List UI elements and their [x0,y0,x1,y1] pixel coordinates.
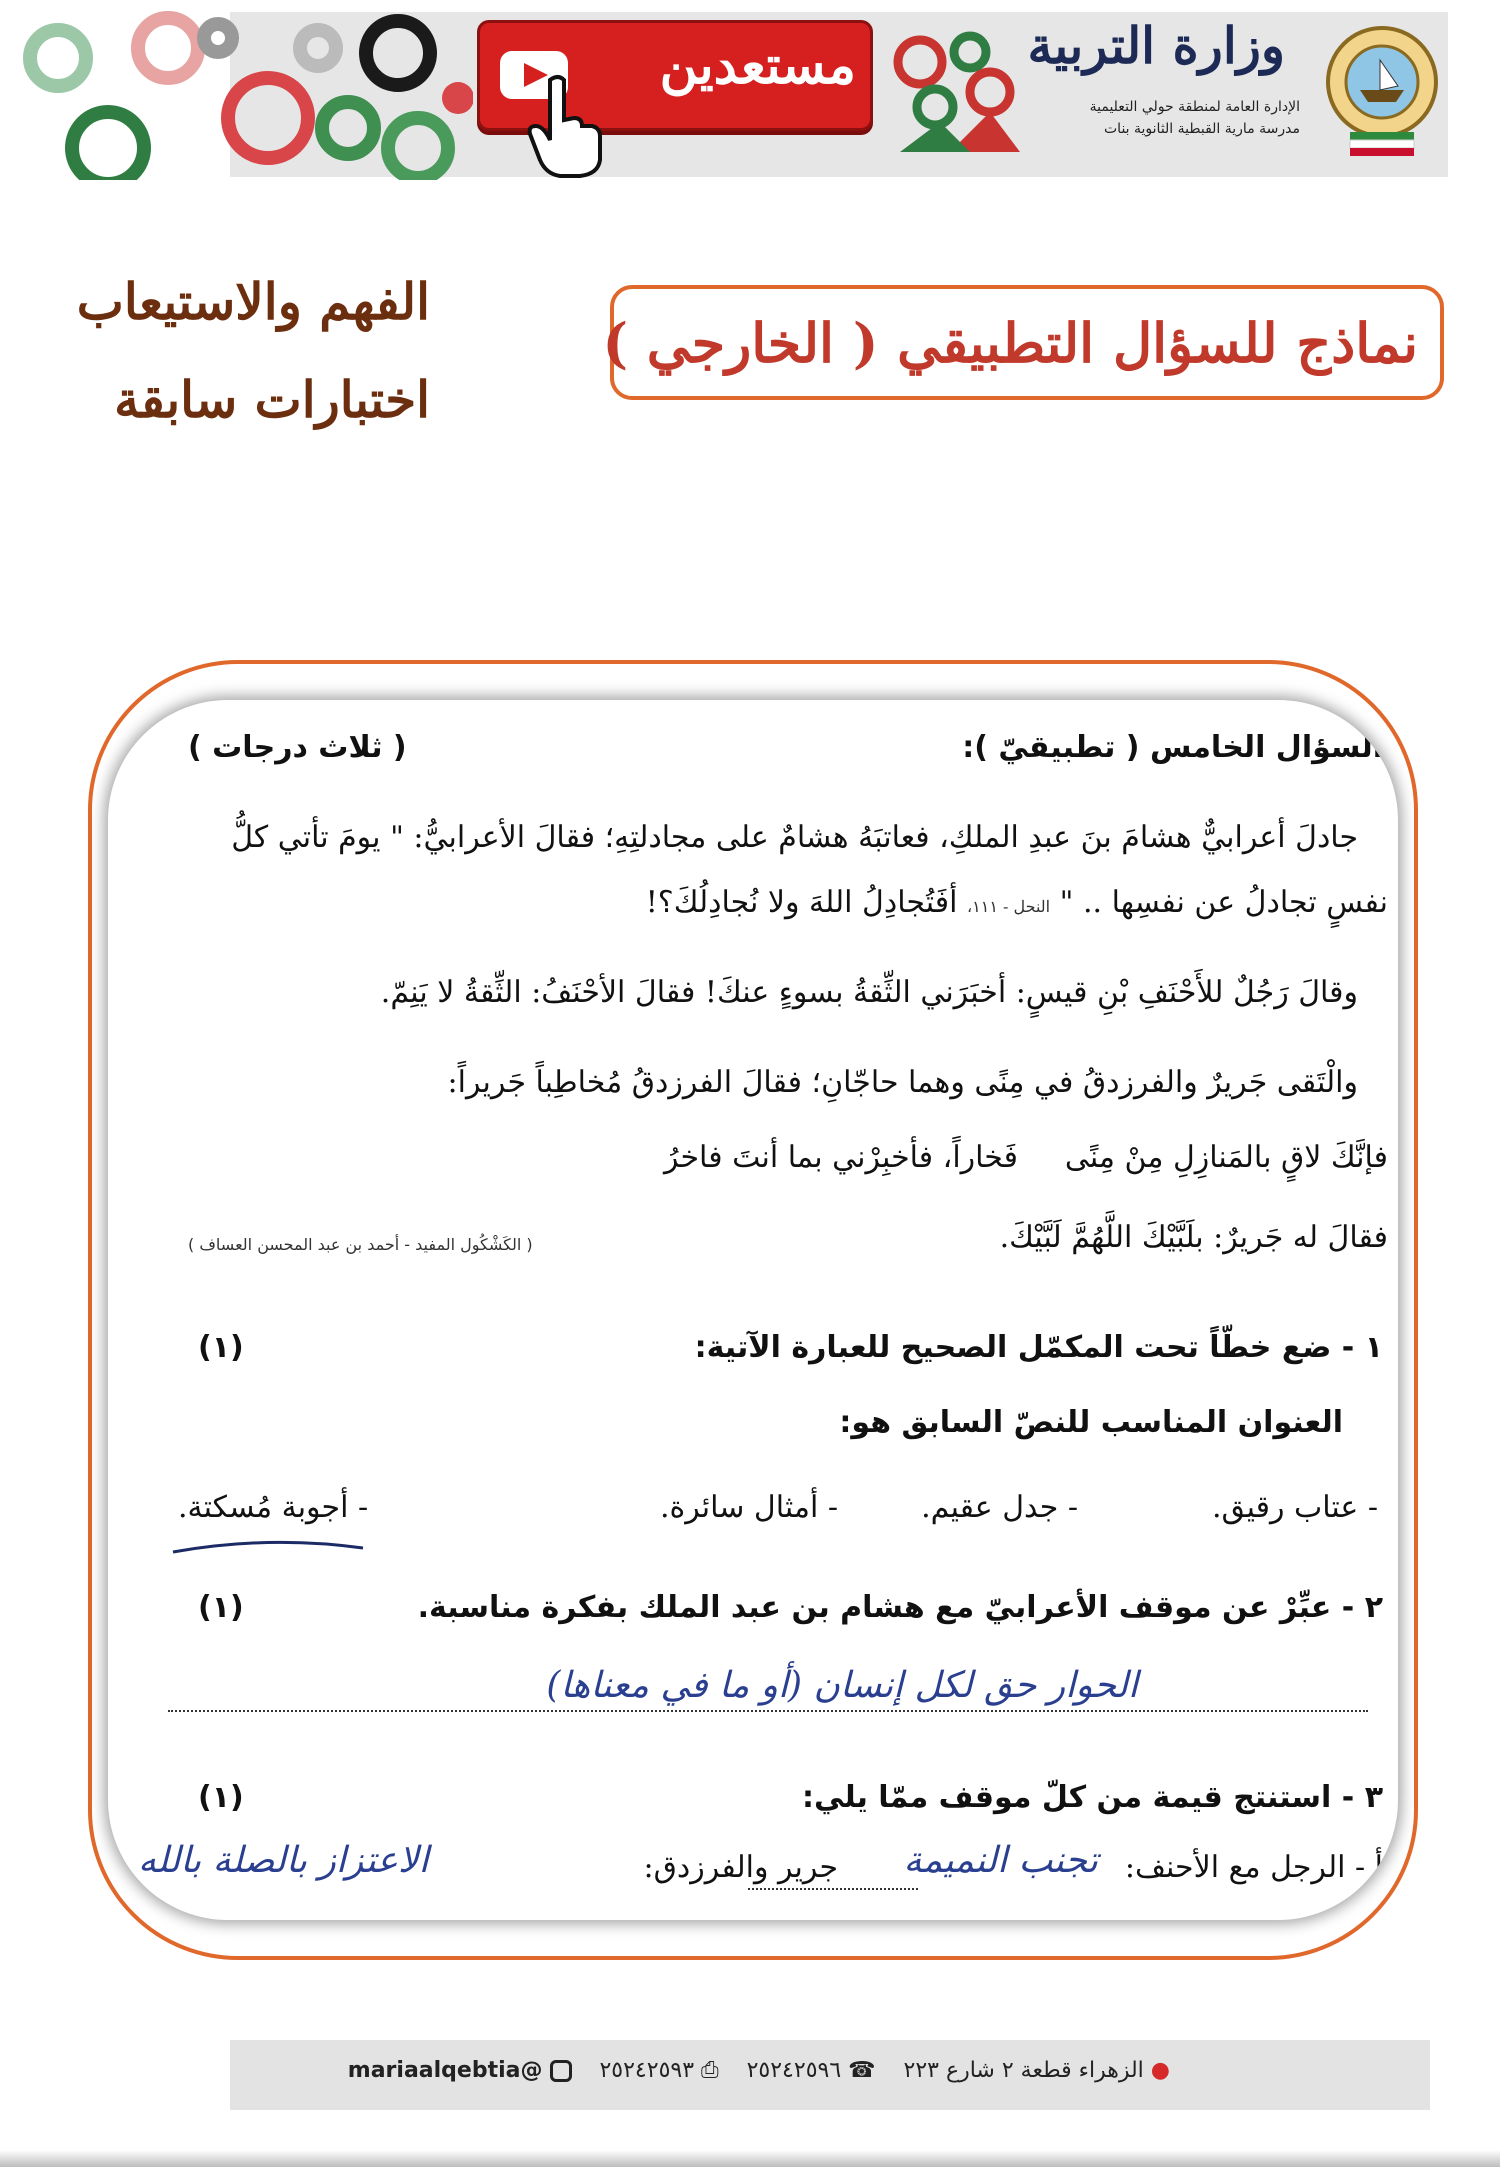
quran-reference: النحل - ١١١، [966,897,1051,916]
option-3[interactable]: - أمثال سائرة. [659,1490,838,1525]
footer-instagram[interactable]: @mariaalqebtia [347,2058,543,2083]
option-2[interactable]: - جدل عقيم. [921,1490,1078,1525]
question-3-mark: (١) [198,1780,244,1815]
verse-second-hemistich: فَخاراً، فأخبِرْني بما أنتَ فاخرُ [663,1140,1018,1175]
instagram-icon [550,2060,572,2082]
question-2: ٢ - عبِّرْ عن موقف الأعرابيّ مع هشام بن عبد الملك بفكرة مناسبة. [417,1590,1383,1625]
page-title: نماذج للسؤال التطبيقي ( الخارجي ) [602,311,1418,375]
option-4-selected[interactable]: - أجوبة مُسكتة. [178,1490,369,1525]
verse-first-hemistich: فإنَّكَ لاقٍ بالمَنازِلِ مِنْ مِنًى [1064,1140,1388,1175]
side-title-comprehension: الفهم والاستيعاب [76,272,430,331]
answer-line-2 [168,1710,1368,1712]
question-3-b-label: جرير والفرزدق: [643,1850,838,1885]
question-2-handwritten-answer[interactable]: الحوار حق لكل إنسان (أو ما في معناها) [546,1665,1138,1706]
source-citation: ( الكَشْكُول المفيد - أحمد بن عبد المحسن العساف ) [188,1235,533,1254]
question-3-a-label: أ - الرجل مع الأحنف: [1124,1850,1383,1885]
question-head: السؤال الخامس ( تطبيقيّ ): [962,730,1383,765]
page-bottom-shadow [0,2150,1500,2167]
answer-underline-icon [168,1530,368,1560]
question-3-b-handwritten-answer[interactable]: الاعتزاز بالصلة بالله [138,1840,429,1881]
fax-icon: ⎙ [701,2058,719,2083]
paragraph-2: وقالَ رَجُلٌ للأَحْنَفِ بْنِ قيسٍ: أخبَرَني الثِّقةُ بسوءٍ عنكَ! فقالَ الأحْنَفُ: الثِّقةُ لا يَنِمّ. [380,975,1358,1010]
question-1-stem: العنوان المناسب للنصّ السابق هو: [839,1405,1343,1440]
answer-line-3a [748,1888,918,1890]
paragraph-3: والْتَقى جَريرٌ والفرزدقُ في مِنًى وهما حاجّانِ؛ فقالَ الفرزدقُ مُخاطِباً جَريراً: [447,1065,1358,1100]
ministry-sub-line-1: الإدارة العامة لمنطقة حولي التعليمية [1089,99,1300,115]
youtube-label: مستعدين [659,35,856,96]
question-3-a-handwritten-answer[interactable]: تجنب النميمة [903,1840,1098,1881]
paragraph-1-start: نفسٍ تجادلُ عن نفسِها .. " [1059,885,1388,920]
kuwait-emblem-icon [1320,20,1445,160]
phone-icon: ☎ [848,2058,876,2083]
question-1: ١ - ضع خطّاً تحت المكمّل الصحيح للعبارة الآتية: [694,1330,1383,1365]
footer-contact [348,2058,1170,2083]
footer-fax: ٢٥٢٤٢٥٩٣ [599,2058,695,2083]
question-3: ٣ - استنتج قيمة من كلّ موقف ممّا يلي: [801,1780,1383,1815]
option-1[interactable]: - عتاب رقيق. [1212,1490,1378,1525]
school-logo-icon [880,22,1030,162]
paragraph-1-line-1: جادلَ أعرابيٌّ هشامَ بنَ عبدِ الملكِ، فعاتبَهُ هشامٌ على مجادلتِهِ؛ فقالَ الأعرابيُّ: " يومَ تأتي كلُّ [231,820,1358,855]
footer-address: الزهراء قطعة ٢ شارع ٢٢٣ [903,2058,1144,2083]
cursor-hand-icon [520,70,610,180]
marks-label: ( ثلاث درجات ) [188,730,407,765]
exam-sheet [108,700,1398,1920]
paragraph-4: فقالَ له جَريرٌ: بلَبَّيْكَ اللَّهُمَّ لَبَّيْكَ. [999,1220,1388,1255]
paragraph-1-line-2 [646,885,1388,920]
location-pin-icon: ● [1150,2058,1170,2083]
paragraph-1-end: أفَتُجادِلُ اللهَ ولا نُجادِلُكَ؟! [645,885,958,920]
question-1-mark: (١) [198,1330,244,1365]
question-2-mark: (١) [198,1590,244,1625]
gears-decoration-icon [18,8,473,180]
side-title-past-exams: اختبارات سابقة [114,370,430,429]
ministry-subtitle [1090,96,1300,140]
ministry-sub-line-2: مدرسة مارية القبطية الثانوية بنات [1104,121,1300,137]
footer-phone: ٢٥٢٤٢٥٩٦ [746,2058,842,2083]
title-box [602,285,1444,400]
ministry-title: وزارة التربية [1027,16,1285,75]
